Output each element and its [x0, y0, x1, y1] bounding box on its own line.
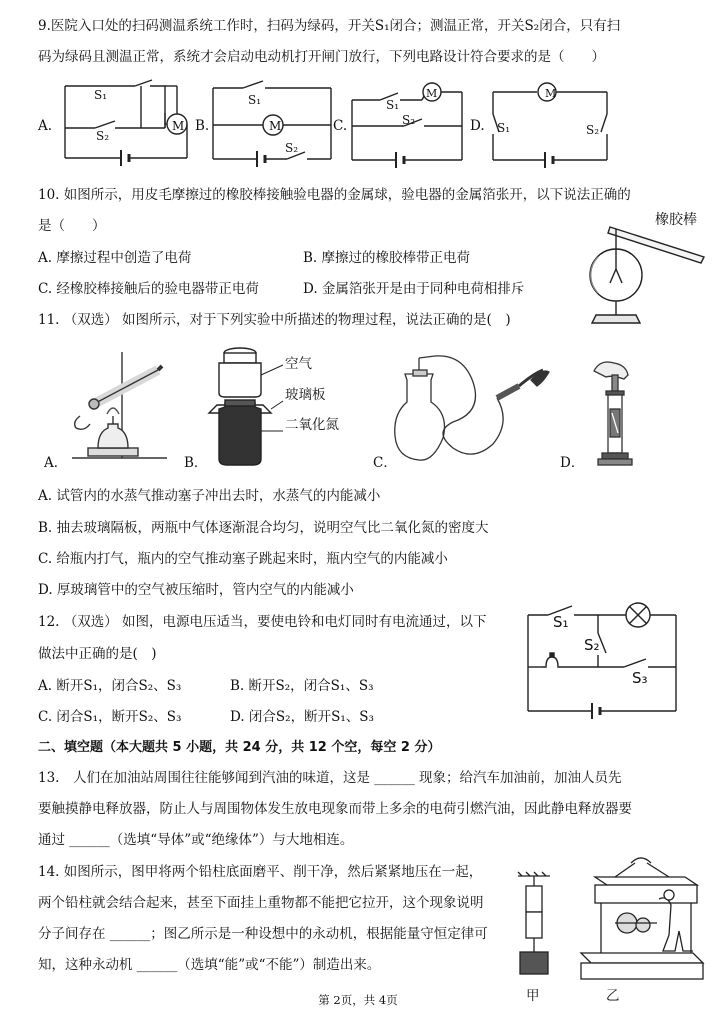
q13-line3: 通过 ______（选填“导体”或“绝缘体”）与大地相连。	[38, 832, 354, 848]
q9b-s1: S₁	[248, 93, 262, 107]
q11-fig-b-no2: 二氧化氮	[285, 417, 339, 433]
q14-line3: 分子间存在 ______；图乙所示是一种设想中的永动机，根据能量守恒定律可	[38, 926, 488, 942]
q11-fig-a-label: A．	[44, 455, 68, 471]
q9c-s2: S₂	[402, 113, 416, 127]
q9a-s1: S₁	[94, 88, 108, 102]
q13-line1: 13. 人们在加油站周围往往能够闻到汽油的味道，这是 ______ 现象；给汽车加油前，加油人员先	[38, 770, 622, 786]
q12-circuit	[528, 603, 688, 723]
q11-figure-b	[205, 345, 285, 470]
q9a-motor: M	[172, 119, 185, 133]
q14-fig-jia-label: 甲	[526, 988, 540, 1004]
q12-option-a: A. 断开S₁，闭合S₂、S₃	[38, 678, 182, 694]
q9a-s2: S₂	[96, 129, 110, 143]
q9c-s1: S₁	[386, 98, 400, 112]
q9-option-a: A.	[38, 118, 53, 134]
q11-figure-c	[393, 352, 553, 472]
q9d-s2: S₂	[586, 123, 600, 137]
q9-stem-line2: 码为绿码且测温正常，系统才会启动电动机打开闸门放行，下列电路设计符合要求的是（ ）	[38, 49, 605, 65]
q12-option-b: B. 断开S₂，闭合S₁、S₃	[230, 678, 374, 694]
q12-stem-line1: 12. （双选） 如图，电源电压适当，要使电铃和电灯同时有电流通过，以下	[38, 614, 487, 630]
q12-option-c: C. 闭合S₁，断开S₂、S₃	[38, 709, 182, 725]
q11-fig-b-glass: 玻璃板	[285, 387, 326, 403]
q11-fig-d-label: D．	[560, 455, 585, 471]
q10-stem-line2: 是（ ）	[38, 218, 106, 234]
q9-option-c: C.	[333, 118, 348, 134]
q11-figure-d	[586, 357, 646, 469]
q11-fig-b-label: B．	[184, 455, 208, 471]
q10-electroscope-figure	[580, 205, 710, 330]
q11-option-d: D. 厚玻璃管中的空气被压缩时，管内空气的内能减小	[38, 582, 354, 598]
q9c-motor: M	[426, 87, 438, 100]
q12-option-d: D. 闭合S₂，断开S₁、S₃	[230, 709, 374, 725]
q11-option-a: A. 试管内的水蒸气推动塞子冲出去时，水蒸气的内能减小	[38, 488, 381, 504]
q11-option-b: B. 抽去玻璃隔板，两瓶中气体逐渐混合均匀，说明空气比二氧化氮的密度大	[38, 520, 489, 536]
page-footer: 第 2页，共 4页	[318, 993, 398, 1007]
q14-figure-jia	[514, 872, 554, 982]
q10-option-b: B. 摩擦过的橡胶棒带正电荷	[303, 250, 471, 266]
q14-fig-yi-label: 乙	[606, 988, 620, 1004]
q14-line1: 14. 如图所示，图甲将两个铅柱底面磨平、削干净，然后紧紧地压在一起，	[38, 864, 483, 880]
q12-s1: S₁	[553, 613, 569, 631]
q9b-s2: S₂	[285, 141, 299, 155]
q9b-motor: M	[269, 119, 282, 133]
q12-s2: S₂	[584, 636, 600, 654]
q10-rod-label: 橡胶棒	[655, 212, 697, 228]
q9-stem-line1: 9.医院入口处的扫码测温系统工作时，扫码为绿码，开关S₁闭合；测温正常，开关S₂闭合，只有扫	[38, 18, 621, 34]
q14-figure-yi	[575, 855, 710, 985]
section2-title: 二、填空题（本大题共 5 小题，共 24 分，共 12 个空，每空 2 分）	[38, 740, 441, 755]
q11-figure-a	[62, 340, 172, 470]
q14-line4: 知，这种永动机 ______（选填“能”或“不能”）制造出来。	[38, 957, 381, 973]
q9-option-b: B.	[195, 118, 210, 134]
q11-fig-b-air: 空气	[285, 356, 312, 372]
q11-stem: 11. （双选） 如图所示，对于下列实验中所描述的物理过程，说法正确的是( )	[38, 312, 511, 328]
q10-stem-line1: 10. 如图所示，用皮毛摩擦过的橡胶棒接触验电器的金属球，验电器的金属箔张开，以下说法正确的	[38, 187, 631, 203]
q12-stem-line2: 做法中正确的是( )	[38, 646, 157, 662]
q14-line2: 两个铅柱就会结合起来，甚至下面挂上重物都不能把它拉开，这个现象说明	[38, 895, 484, 911]
q10-option-c: C. 经橡胶棒接触后的验电器带正电荷	[38, 281, 259, 297]
q9-option-d: D.	[470, 118, 485, 134]
q9d-motor: M	[545, 87, 557, 100]
q12-s3: S₃	[632, 669, 648, 687]
q10-option-d: D. 金属箔张开是由于同种电荷相排斥	[303, 281, 525, 297]
q9-circuit-c	[352, 82, 464, 174]
q11-fig-c-label: C．	[373, 455, 397, 471]
q10-option-a: A. 摩擦过程中创造了电荷	[38, 250, 192, 266]
q13-line2: 要触摸静电释放器，防止人与周围物体发生放电现象而带上多余的电荷引燃汽油，因此静电释放器要	[38, 801, 632, 817]
q9d-s1: S₁	[497, 121, 511, 135]
q11-option-c: C. 给瓶内打气，瓶内的空气推动塞子跳起来时，瓶内空气的内能减小	[38, 551, 448, 567]
